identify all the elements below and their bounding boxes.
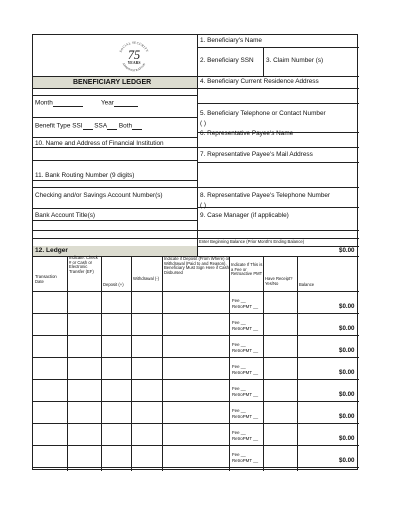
fee-retro-indicator[interactable] (232, 430, 258, 442)
svg-text:ADMINISTRATION: ADMINISTRATION (121, 62, 147, 73)
ledger-row[interactable] (33, 379, 359, 401)
row-balance: $0.00 (339, 303, 355, 310)
both-option: Both (118, 122, 133, 130)
retro-pmt-option: RetroPMT __ (232, 369, 259, 375)
month-field[interactable]: Month (35, 100, 83, 107)
svg-text:YEARS: YEARS (127, 61, 141, 66)
ledger-row[interactable] (33, 313, 359, 335)
col-transaction-date: Transaction Date (35, 274, 57, 284)
fee-retro-indicator[interactable] (232, 320, 258, 332)
fee-option: Fee __ (232, 342, 246, 347)
beginning-balance-value: $0.00 (339, 247, 355, 254)
year-field[interactable]: Year (101, 100, 138, 107)
retro-pmt-option: RetroPMT __ (232, 303, 259, 309)
beneficiary-phone-paren: ( ) (200, 120, 207, 127)
col-payment-method: Indicate: Check # or Cash or Electronic Transfer (EF) (69, 255, 98, 275)
ledger-row[interactable] (33, 445, 359, 467)
row-balance: $0.00 (339, 457, 355, 464)
fee-retro-indicator[interactable] (232, 342, 258, 354)
retro-pmt-option: RetroPMT __ (232, 435, 259, 441)
payee-phone-label: 8. Representative Payee's Telephone Number (200, 192, 331, 199)
ledger-row[interactable] (33, 401, 359, 423)
ledger-row[interactable] (33, 335, 359, 357)
col-balance: Balance (299, 282, 315, 287)
row-balance: $0.00 (339, 325, 355, 332)
beneficiary-ssn-label: 2. Beneficiary SSN (200, 57, 254, 64)
fee-retro-indicator[interactable] (232, 364, 258, 376)
ledger-row[interactable] (33, 357, 359, 379)
col-fee-or-retro: Indicate If This is a Fee or Retroactive PMT (231, 262, 263, 277)
col-description: Indicate if Deposit (From Where) or Withdrawal (Paid to and Reason). Beneficiary Must Sign Here if Cash Disbursed (164, 256, 230, 276)
row-balance: $0.00 (339, 347, 355, 354)
ledger-row[interactable] (33, 423, 359, 445)
retro-pmt-option: RetroPMT __ (232, 413, 259, 419)
routing-number-label: 11. Bank Routing Number (9 digits) (35, 172, 135, 179)
row-balance: $0.00 (339, 369, 355, 376)
account-titles-label: Bank Account Title(s) (35, 212, 96, 219)
beneficiary-name-label: 1. Beneficiary's Name (200, 37, 262, 44)
fee-option: Fee __ (232, 386, 246, 391)
benefit-type-field: Benefit Type SSI SSA Both (35, 123, 142, 130)
col-deposit: Deposit (+) (103, 282, 124, 287)
ssi-option: SSI (72, 122, 83, 130)
fee-retro-indicator[interactable] (232, 386, 258, 398)
case-manager-label: 9. Case Manager (if applicable) (200, 212, 289, 219)
fee-option: Fee __ (232, 298, 246, 303)
row-balance: $0.00 (339, 435, 355, 442)
claim-number-label: 3. Claim Number (s) (266, 57, 324, 64)
retro-pmt-option: RetroPMT __ (232, 347, 259, 353)
beneficiary-phone-label: 5. Beneficiary Telephone or Contact Number (200, 110, 326, 117)
beginning-balance-label: Enter Beginning Balance (Prior Month's Ending Balance) (199, 239, 305, 244)
payee-phone-paren: ( ) (200, 202, 207, 209)
retro-pmt-option: RetroPMT __ (232, 391, 259, 397)
col-receipt: Have Receipt? Yes/No (265, 276, 293, 286)
svg-text:75: 75 (127, 47, 141, 62)
institution-label: 10. Name and Address of Financial Institution (35, 140, 164, 147)
fee-option: Fee __ (232, 408, 246, 413)
retro-pmt-option: RetroPMT __ (232, 325, 259, 331)
residence-address-label: 4. Beneficiary Current Residence Address (200, 78, 319, 85)
svg-text:SOCIAL SECURITY: SOCIAL SECURITY (118, 40, 150, 53)
ssa-check[interactable] (107, 123, 117, 130)
row-balance: $0.00 (339, 391, 355, 398)
fee-option: Fee __ (232, 320, 246, 325)
fee-retro-indicator[interactable] (232, 298, 258, 310)
fee-option: Fee __ (232, 364, 246, 369)
fee-option: Fee __ (232, 452, 246, 457)
ssa-option: SSA (94, 122, 108, 130)
both-check[interactable] (132, 123, 142, 130)
ledger-row[interactable] (33, 291, 359, 313)
beneficiary-ledger-form (32, 34, 358, 470)
form-title: BENEFICIARY LEDGER (73, 79, 152, 86)
ssi-check[interactable] (83, 123, 93, 130)
col-withdrawal: Withdrawal (-) (133, 276, 160, 281)
fee-retro-indicator[interactable] (232, 452, 258, 464)
account-numbers-label: Checking and/or Savings Account Number(s) (35, 192, 163, 199)
fee-option: Fee __ (232, 430, 246, 435)
payee-mail-address-label: 7. Representative Payee's Mail Address (200, 151, 313, 158)
fee-retro-indicator[interactable] (232, 408, 258, 420)
ssa-75-years-seal (115, 38, 153, 76)
row-balance: $0.00 (339, 413, 355, 420)
payee-name-label: 6. Representative Payee's Name (200, 130, 294, 137)
retro-pmt-option: RetroPMT __ (232, 457, 259, 463)
ledger-title: 12. Ledger (35, 247, 68, 254)
